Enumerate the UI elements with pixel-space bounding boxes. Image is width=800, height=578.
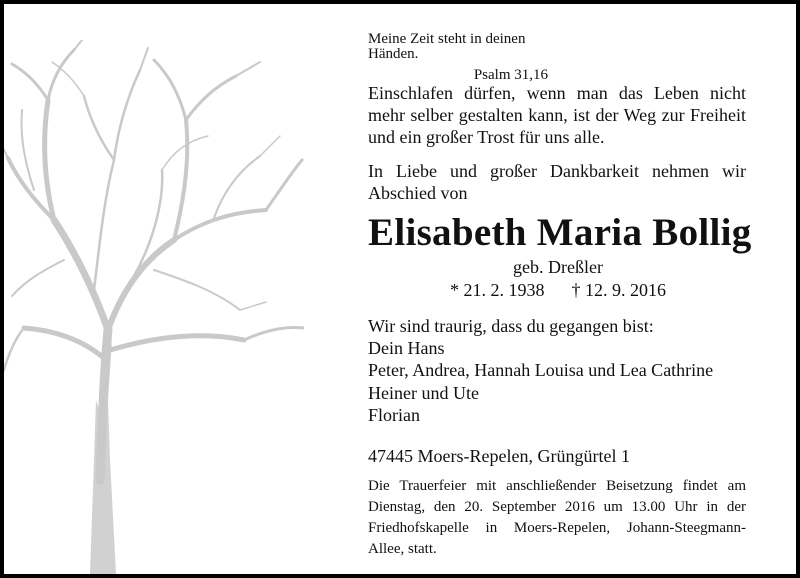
reflection-line-3: und ein großer Trost für uns alle. [368,127,605,147]
funeral-line-2: Dienstag, den 20. September 2016 um 13.00 Uhr in der [368,499,746,515]
bible-verse: Meine Zeit steht in deinen Händen. [368,31,526,62]
birth-date: * 21. 2. 1938 [450,280,545,300]
mourner-line: Dein Hans [368,338,445,358]
deceased-name: Elisabeth Maria Bollig [368,211,752,254]
reflection-line-1: Einschlafen dürfen, wenn man das Leben nicht [368,83,746,103]
verse-reference: Psalm 31,16 [473,67,548,83]
mourner-line: Peter, Andrea, Hannah Louisa und Lea Cathrine [368,360,714,380]
tree-illustration [4,40,304,574]
funeral-line-1: Die Trauerfeier mit anschließender Beisetzung findet am [368,478,746,494]
reflection-line-2: mehr selber gestalten kann, ist der Weg zur Freiheit [368,105,746,125]
mourners-intro: Wir sind traurig, dass du gegangen bist: [368,316,654,336]
mourner-line: Heiner und Ute [368,383,479,403]
intro-line-1: In Liebe und großer Dankbarkeit nehmen wir [368,161,746,181]
address: 47445 Moers-Repelen, Grüngürtel 1 [368,446,630,466]
intro-line-2: Abschied von [368,183,468,203]
mourner-line: Florian [368,405,420,425]
birth-name: geb. Dreßler [513,257,603,277]
funeral-line-3: Friedhofskapelle in Moers-Repelen, Johann-Steegmann- [368,520,746,536]
death-date: † 12. 9. 2016 [571,280,666,300]
funeral-line-4: Allee, statt. [368,541,437,557]
